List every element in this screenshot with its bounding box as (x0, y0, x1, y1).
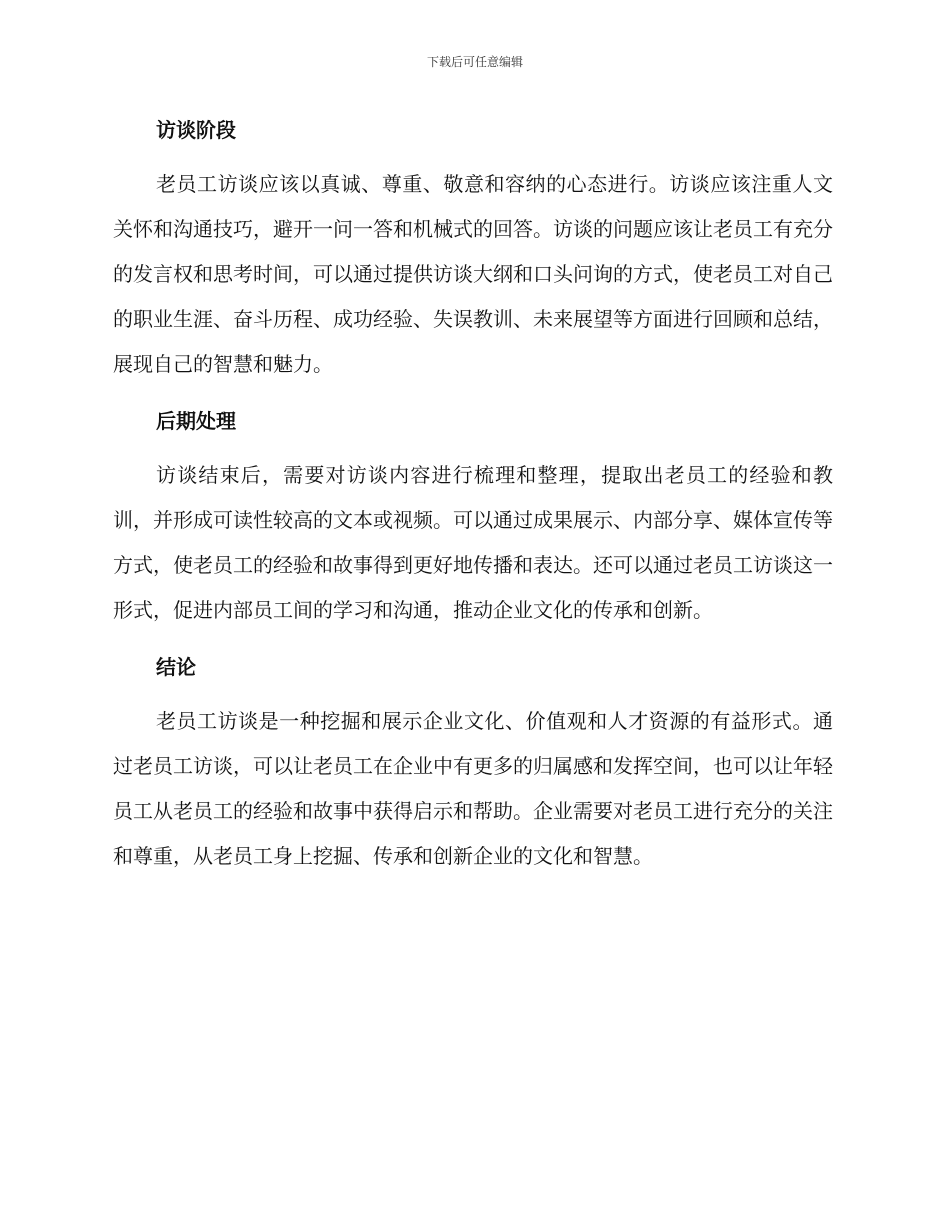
section-title-interview-stage: 访谈阶段 (156, 118, 236, 142)
section-paragraph-interview-stage: 老员工访谈应该以真诚、尊重、敬意和容纳的心态进行。访谈应该注重人文关怀和沟通技巧，避开一问一答和机械式的回答。访谈的问题应该让老员工有充分的发言权和思考时间，可以通过提供访谈大纲和口头问询的方式，使老员工对自己的职业生涯、奋斗历程、成功经验、失误教训、未来展望等方面进行回顾和总结，展现自己的智慧和魅力。 (113, 172, 833, 376)
page-header: 下载后可任意编辑 (426, 55, 523, 69)
section-paragraph-conclusion: 老员工访谈是一种挖掘和展示企业文化、价值观和人才资源的有益形式。通过老员工访谈，可以让老员工在企业中有更多的归属感和发挥空间，也可以让年轻员工从老员工的经验和故事中获得启示和帮助。企业需要对老员工进行充分的关注和尊重，从老员工身上挖掘、传承和创新企业的文化和智慧。 (113, 709, 833, 868)
section-paragraph-post-processing: 访谈结束后，需要对访谈内容进行梳理和整理，提取出老员工的经验和教训，并形成可读性较高的文本或视频。可以通过成果展示、内部分享、媒体宣传等方式，使老员工的经验和故事得到更好地传播和表达。还可以通过老员工访谈这一形式，促进内部员工间的学习和沟通，推动企业文化的传承和创新。 (113, 463, 833, 622)
section-title-post-processing: 后期处理 (156, 409, 236, 433)
document-body (113, 110, 833, 879)
section-title-conclusion: 结论 (156, 655, 196, 679)
